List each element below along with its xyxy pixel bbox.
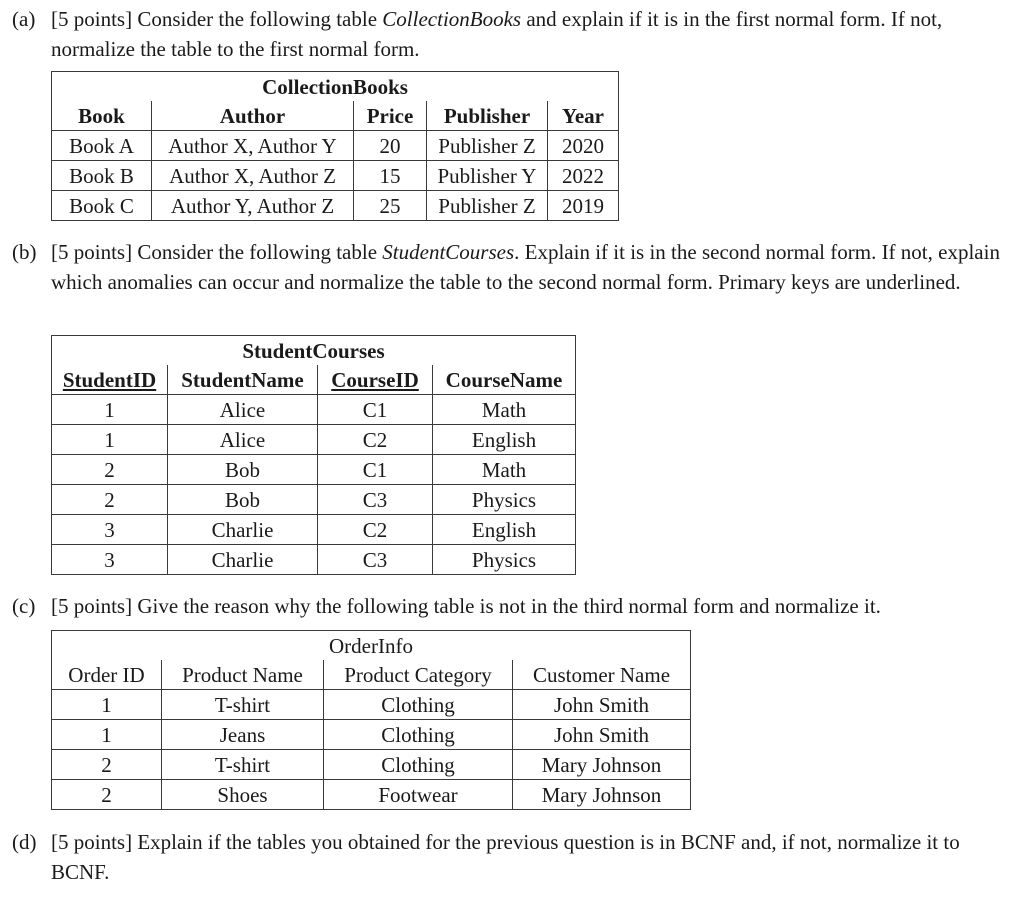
table-b-row-cell: C2 [318,515,433,545]
table-a-title: CollectionBooks [52,72,619,102]
table-b-row-cell: Physics [433,485,576,515]
table-c-row-cell: T-shirt [162,750,324,780]
table-c-header: Product Name [162,660,324,690]
table-b-row-cell: C1 [318,455,433,485]
table-a-header: Publisher [427,101,548,131]
table-b-row [52,515,576,545]
table-b-row-cell: C3 [318,485,433,515]
table-a-row [52,191,619,221]
table-c-header: Customer Name [513,660,691,690]
table-b-row [52,545,576,575]
table-c-row-cell: 1 [52,690,162,720]
table-b-row-cell: Bob [168,455,318,485]
table-c-row-cell: Shoes [162,780,324,810]
question-b-text: [5 points] Consider the following table StudentCourses. Explain if it is in the second normal form. If not, explain which anomalies can occur and normalize the table to the second normal form. Primary keys are underlined. [51,240,1000,294]
table-c-row-cell: Clothing [324,690,513,720]
table-a-header: Author [152,101,354,131]
table-b-header: StudentID [52,365,168,395]
table-b-row-cell: C2 [318,425,433,455]
table-a-reference: CollectionBooks [382,7,522,31]
table-c-row-cell: Clothing [324,750,513,780]
table-b-row-cell: 1 [52,425,168,455]
table-a-row-cell: Publisher Z [427,131,548,161]
table-c-header: Product Category [324,660,513,690]
question-d [0,828,1010,887]
table-a-row [52,131,619,161]
table-a-row-cell: 25 [354,191,427,221]
question-a-text: [5 points] Consider the following table CollectionBooks and explain if it is in the first normal form. If not, normalize the table to the first normal form. [51,7,943,61]
table-a-row-cell: Book A [52,131,152,161]
table-a-row-cell: 2022 [548,161,619,191]
table-c-row-cell: Mary Johnson [513,780,691,810]
table-b-reference: StudentCourses [382,240,515,264]
question-a-label: (a) [12,7,36,31]
table-b-row-cell: 3 [52,545,168,575]
table-b-row-cell: 1 [52,395,168,425]
table-b-row-cell: Bob [168,485,318,515]
table-a-header: Year [548,101,619,131]
table-c-row-cell: John Smith [513,690,691,720]
table-a-header: Price [354,101,427,131]
table-c-title: OrderInfo [52,631,691,661]
table-b-row-cell: Physics [433,545,576,575]
table-b-row-cell: Alice [168,395,318,425]
table-b-row-cell: Math [433,455,576,485]
question-a [0,5,1010,64]
question-c [0,592,1010,622]
table-a-row-cell: Author Y, Author Z [152,191,354,221]
order-info-table [51,630,691,810]
table-c-row-cell: Footwear [324,780,513,810]
table-a-row-cell: 2020 [548,131,619,161]
table-b-header: CourseName [433,365,576,395]
table-b-row-cell: English [433,425,576,455]
table-c-row-cell: Mary Johnson [513,750,691,780]
question-c-label: (c) [12,594,36,618]
question-d-label: (d) [12,830,37,854]
table-a-row-cell: 20 [354,131,427,161]
table-b-row-cell: C1 [318,395,433,425]
table-b-row [52,425,576,455]
table-c-row [52,690,691,720]
question-c-text: [5 points] Give the reason why the following table is not in the third normal form and normalize it. [51,594,881,618]
table-b-header: CourseID [318,365,433,395]
table-a-row-cell: Publisher Z [427,191,548,221]
table-a-row-cell: Publisher Y [427,161,548,191]
table-b-row-cell: 3 [52,515,168,545]
table-c-row-cell: T-shirt [162,690,324,720]
question-b-label: (b) [12,240,37,264]
table-a-row-cell: Author X, Author Z [152,161,354,191]
table-b-row-cell: 2 [52,485,168,515]
student-courses-table [51,335,576,575]
table-b-row-cell: 2 [52,455,168,485]
table-c-header: Order ID [52,660,162,690]
table-a-row-cell: 2019 [548,191,619,221]
table-b-title: StudentCourses [52,336,576,366]
table-b-row-cell: Alice [168,425,318,455]
table-b-row [52,455,576,485]
table-a-header: Book [52,101,152,131]
table-a-row-cell: 15 [354,161,427,191]
table-a-row-cell: Book B [52,161,152,191]
question-d-text: [5 points] Explain if the tables you obtained for the previous question is in BCNF and, if not, normalize it to BCNF. [51,830,960,884]
table-c-row-cell: Jeans [162,720,324,750]
table-b-row [52,395,576,425]
table-c-row-cell: John Smith [513,720,691,750]
question-b [0,238,1010,297]
table-c-row-cell: 1 [52,720,162,750]
table-b-row-cell: Math [433,395,576,425]
collection-books-table [51,71,619,221]
table-c-row-cell: Clothing [324,720,513,750]
table-c-row-cell: 2 [52,750,162,780]
table-b-row-cell: Charlie [168,515,318,545]
table-a-row-cell: Book C [52,191,152,221]
table-b-header: StudentName [168,365,318,395]
table-b-row-cell: C3 [318,545,433,575]
table-b-row-cell: Charlie [168,545,318,575]
table-b-row [52,485,576,515]
table-a-row-cell: Author X, Author Y [152,131,354,161]
table-b-row-cell: English [433,515,576,545]
table-a-row [52,161,619,191]
table-c-row-cell: 2 [52,780,162,810]
table-c-row [52,750,691,780]
table-c-row [52,780,691,810]
table-c-row [52,720,691,750]
